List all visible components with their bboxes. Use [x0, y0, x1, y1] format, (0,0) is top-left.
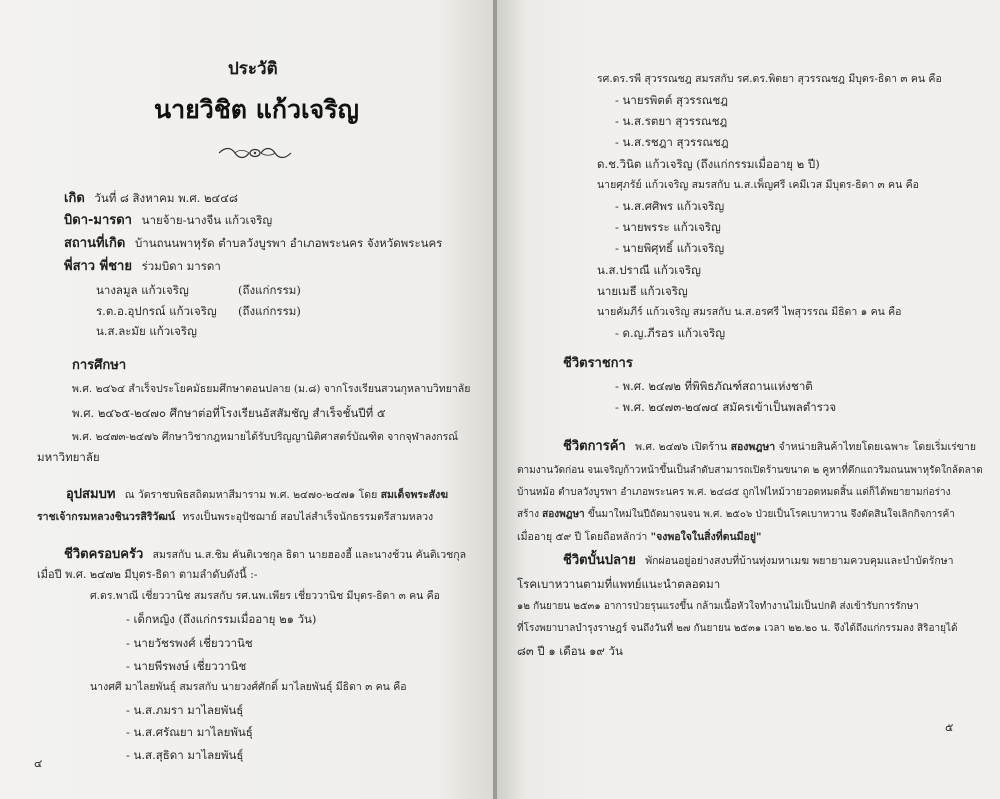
family-line: - ด.ญ.ภีรอร แก้วเจริญ	[615, 326, 726, 340]
family-line: นางศศี มาไลยพันธุ์ สมรสกับ นายวงศ์ศักดิ์ มาไลยพันธุ์ มีธิดา ๓ คน คือ	[90, 681, 407, 693]
birthplace-value: บ้านถนนพาหุรัด ตำบลวังบูรพา อำเภอพระนคร จังหวัดพระนคร	[134, 236, 443, 250]
ordination-label: อุปสมบท	[66, 487, 116, 502]
family-line: - น.ส.ศศิพร แก้วเจริญ	[615, 199, 725, 213]
education-line: พ.ศ. ๒๔๗๓-๒๔๗๖ ศึกษาวิชากฎหมายได้รับปริญญานิติศาสตร์บัณฑิต จากจุฬาลงกรณ์	[72, 431, 459, 443]
family-line: รศ.ดร.รพี สุวรรณชฎ สมรสกับ รศ.ดร.พิตยา สุวรรณชฎ มีบุตร-ธิดา ๓ คน คือ	[597, 73, 942, 85]
born-value: วันที่ ๘ สิงหาคม พ.ศ. ๒๔๔๘	[94, 191, 238, 205]
siblings-row	[64, 259, 221, 274]
ordination-preceptor: สมเด็จพระสังฆ	[380, 489, 448, 501]
trade-text-5: เมื่ออายุ ๕๙ ปี โดยถือหลักว่า	[517, 531, 648, 543]
born-label: เกิด	[64, 191, 85, 206]
family-line: เมื่อปี พ.ศ. ๒๔๗๒ มีบุตร-ธิดา ตามลำดับดังนี้ :-	[37, 568, 258, 581]
family-line: นายคัมภีร์ แก้วเจริญ สมรสกับ น.ส.อรศรี ไพสุวรรณ มีธิดา ๑ คน คือ	[597, 306, 902, 318]
sibling-name: ร.ต.อ.อุปกรณ์ แก้วเจริญ	[96, 304, 217, 318]
siblings-value: ร่วมบิดา มารดา	[141, 259, 221, 273]
family-label: ชีวิตครอบครัว	[64, 547, 144, 562]
shop-name-2: สองพฎษา	[542, 509, 585, 520]
late-life-line: ๘๓ ปี ๑ เดือน ๑๙ วัน	[517, 644, 623, 658]
late-life-line: โรคเบาหวานตามที่แพทย์แนะนำตลอดมา	[517, 577, 721, 591]
trade-text-3: สร้าง	[517, 509, 539, 520]
civil-service-line: - พ.ศ. ๒๔๗๒ ที่พิพิธภัณฑ์สถานแห่งชาติ	[615, 379, 813, 393]
parents-label: บิดา-มารดา	[64, 213, 132, 228]
family-row	[64, 548, 466, 562]
family-line: - นายพิศุทธิ์ แก้วเจริญ	[615, 241, 725, 255]
family-line: ด.ช.วินิต แก้วเจริญ (ถึงแก่กรรมเมื่ออายุ ๒ ปี)	[597, 157, 820, 171]
trade-row-5	[517, 530, 761, 544]
ordination-preceptor-title: ราชเจ้ากรมหลวงชินวรสิริวัฒน์	[37, 511, 176, 523]
parents-value: นายจ้าย-นางจีน แก้วเจริญ	[141, 213, 273, 227]
family-line: น.ส.ปราณี แก้วเจริญ	[597, 263, 701, 277]
sibling-note: (ถึงแก่กรรม)	[238, 283, 301, 297]
ornament-divider	[215, 145, 295, 161]
late-life-row	[563, 554, 954, 568]
family-line: ศ.ดร.พาณี เชี่ยววานิช สมรสกับ รศ.นพ.เพียร เชี่ยววานิช มีบุตร-ธิดา ๓ คน คือ	[90, 590, 440, 602]
page-number: ๔	[34, 757, 43, 770]
family-line: - เด็กหญิง (ถึงแก่กรรมเมื่ออายุ ๒๑ วัน)	[126, 612, 317, 626]
birthplace-row	[64, 236, 442, 251]
family-line: - นายวัชรพงศ์ เชี่ยววานิช	[126, 636, 253, 650]
family-line: - นายพรระ แก้วเจริญ	[615, 220, 721, 234]
sibling-note: (ถึงแก่กรรม)	[238, 304, 301, 318]
late-life-text: พักผ่อนอยู่อย่างสงบที่บ้านทุ่งมหาเมฆ พยายามควบคุมและบำบัดรักษา	[645, 555, 954, 567]
late-life-label: ชีวิตบั้นปลาย	[563, 553, 636, 568]
shop-name: สองพฎษา	[730, 441, 776, 453]
family-line: นายเมธี แก้วเจริญ	[597, 284, 688, 298]
document-heading: ประวัติ	[228, 59, 278, 79]
family-line: - น.ส.สุธิดา มาไลยพันธุ์	[126, 748, 244, 762]
trade-row-4	[517, 508, 955, 522]
late-life-line: ที่โรงพยาบาลบำรุงราษฎร์ จนถึงวันที่ ๒๗ กันยายน ๒๕๓๑ เวลา ๒๒.๒๐ น. จึงได้ถึงแก่กรรมลง สิริอายุได้	[517, 623, 958, 634]
birthplace-label: สถานที่เกิด	[64, 236, 126, 251]
civil-service-heading: ชีวิตราชการ	[563, 356, 633, 371]
page-number: ๕	[945, 721, 954, 734]
sibling-name: น.ส.ละมัย แก้วเจริญ	[96, 324, 197, 338]
family-line: นายศุภรัย์ แก้วเจริญ สมรสกับ น.ส.เพ็ญศรี เคมีเวส มีบุตร-ธิดา ๓ คน คือ	[597, 179, 919, 191]
ordination-row-2	[37, 510, 433, 524]
family-line: - น.ส.ภมรา มาไลยพันธุ์	[126, 703, 244, 717]
family-line: - นายพีรพงษ์ เชี่ยววานิช	[126, 659, 247, 673]
ordination-text: ณ วัดราชบพิธสถิตมหาสีมาราม พ.ศ. ๒๔๗๐-๒๔๗๑ โดย	[124, 489, 378, 501]
civil-service-line: - พ.ศ. ๒๔๗๓-๒๔๗๔ สมัครเข้าเป็นพลตำรวจ	[615, 400, 837, 414]
education-line: มหาวิทยาลัย	[37, 450, 100, 464]
left-page	[0, 0, 496, 799]
trade-line: บ้านหม้อ ตำบลวังบูรพา อำเภอพระนคร พ.ศ. ๒๔๘๕ ถูกไฟไหม้วายวอดหมดสิ้น แต่ก็ได้พยายามก่อร่าง	[517, 487, 951, 498]
motto: "จงพอใจในสิ่งที่ตนมีอยู่"	[650, 531, 762, 543]
education-heading: การศึกษา	[72, 358, 127, 373]
trade-text: พ.ศ. ๒๔๗๖ เปิดร้าน	[635, 441, 728, 453]
right-page	[497, 0, 1000, 799]
trade-text-4: ขึ้นมาใหม่ในปีถัดมาจนจน พ.ศ. ๒๕๐๖ ป่วยเป็นโรคเบาหวาน จึงตัดสินใจเลิกกิจการค้า	[587, 509, 955, 520]
ordination-row	[66, 488, 448, 502]
trade-line: ตามงานวัดก่อน จนเจริญก้าวหน้าขึ้นเป็นลำดับสามารถเปิดร้านขนาด ๒ คูหาที่ตึกแถวริมถนนพาหุรัดใกล้ตลาด	[517, 465, 983, 476]
trade-text-2: จำหน่ายสินค้าไทยโดยเฉพาะ โดยเริ่มเร่ขาย	[778, 441, 976, 453]
education-line: พ.ศ. ๒๔๖๔ สำเร็จประโยคมัธยมศึกษาตอนปลาย (ม.๘) จากโรงเรียนสวนกุหลาบวิทยาลัย	[72, 383, 471, 395]
birth-row	[64, 191, 238, 206]
ordination-text-2: ทรงเป็นพระอุปัชฌาย์ สอบไล่สำเร็จนักธรรมตรีสามหลวง	[182, 511, 434, 523]
family-line: - นายรพิตต์ สุวรรณชฎ	[615, 93, 728, 107]
person-name: นายวิชิต แก้วเจริญ	[154, 95, 359, 124]
family-text: สมรสกับ น.ส.ชิม คันติเวชกุล ธิดา นายฮองฮี้ และนางช้วน คันติเวชกุล	[152, 549, 467, 561]
sibling-name: นางลมูล แก้วเจริญ	[96, 283, 189, 297]
family-line: - น.ส.รตยา สุวรรณชฎ	[615, 114, 728, 128]
parents-row	[64, 213, 272, 228]
late-life-line: ๑๒ กันยายน ๒๕๓๑ อาการป่วยรุนแรงขึ้น กล้ามเนื้อหัวใจทำงานไม่เป็นปกติ ส่งเข้ารับการรักษา	[517, 601, 919, 612]
family-line: - น.ส.ศรัณยา มาไลยพันธุ์	[126, 725, 253, 739]
family-line: - น.ส.รชฎา สุวรรณชฎ	[615, 135, 729, 149]
trade-label: ชีวิตการค้า	[563, 439, 626, 454]
education-line: พ.ศ. ๒๔๖๕-๒๔๗๐ ศึกษาต่อที่โรงเรียนอัสสัมชัญ สำเร็จชั้นปีที่ ๕	[72, 406, 386, 420]
siblings-label: พี่สาว พี่ชาย	[64, 259, 132, 274]
trade-row	[563, 440, 976, 454]
